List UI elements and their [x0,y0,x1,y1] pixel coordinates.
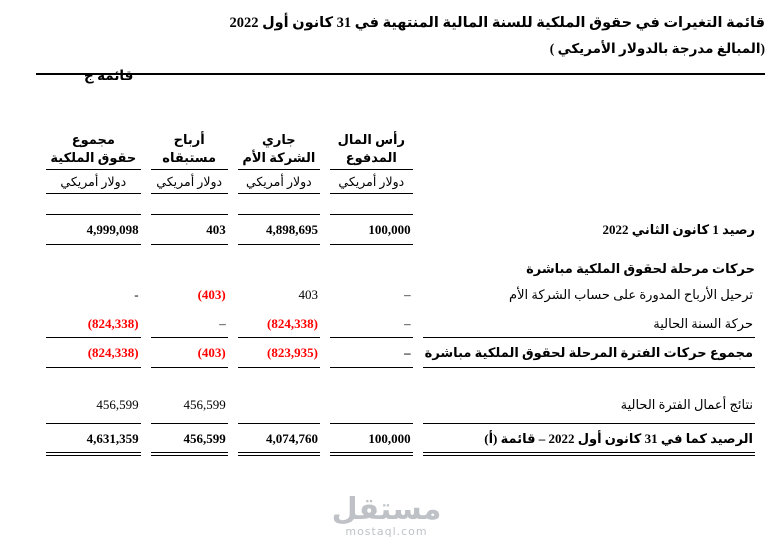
currency-label: دولار أمريكي [151,170,228,194]
value-text: 100,000 [368,431,411,447]
watermark-logo-text: مستقل [331,492,442,527]
row-label: حركة السنة الحالية [653,316,753,332]
value-text: 4,631,359 [86,431,139,447]
empty-header-cell [423,131,755,170]
cell-value [46,214,141,245]
value-text: – [219,316,226,332]
column-header-paid-capital [330,131,413,170]
column-header-retained-earnings [151,131,228,170]
value-text-negative: (824,338) [87,316,139,332]
column-title-line: مستبقاه [162,149,217,165]
cell-value [151,308,228,337]
column-header-parent-current [238,131,320,170]
column-title-line: حقوق الملكية [50,149,137,165]
row-label: ترحيل الأرباح المدورة على حساب الشركة الأم [509,287,753,303]
spacer-row [46,194,755,214]
cell-value [46,279,141,308]
cell-value [151,337,228,368]
spacer-row [46,368,755,392]
cell-value [238,279,320,308]
cell-value [238,257,320,279]
cell-value [151,279,228,308]
table-row-section-header [46,257,755,279]
cell-value [330,308,413,337]
column-header-total-equity [46,131,141,170]
equity-changes-table [36,131,765,456]
row-label: مجموع حركات الفترة المرحلة لحقوق الملكية مباشرة [423,337,755,368]
table-row-closing-balance [46,423,755,456]
value-text: – [404,287,411,303]
cell-value [330,423,413,456]
header-divider [36,73,765,75]
table-row-opening-balance [46,214,755,245]
cell-value [46,423,141,456]
value-text: 403 [206,222,226,238]
cell-value [238,337,320,368]
currency-label: دولار أمريكي [238,170,320,194]
column-title-line: الشركة الأم [242,149,316,165]
row-label: الرصيد كما في 31 كانون أول 2022 – قائمة (أ) [423,423,755,456]
column-headers-row [46,131,755,170]
value-text: 403 [298,287,318,303]
cell-value [46,257,141,279]
currency-label: دولار أمريكي [46,170,141,194]
currency-row [46,170,755,194]
column-title-line: رأس المال [337,132,405,148]
watermark-site-text: mostaql.com [345,525,428,538]
value-text-negative: (403) [197,287,226,303]
value-text: - [134,287,139,303]
table-row-period-results [46,392,755,418]
value-text: 4,074,760 [265,431,318,447]
row-label: نتائج أعمال الفترة الحالية [620,397,753,413]
cell-value [330,392,413,418]
column-title-line: مجموع [71,132,115,148]
value-text: – [404,316,411,332]
value-text-negative: (824,338) [87,345,139,361]
cell-value [330,279,413,308]
cell-value [330,337,413,368]
value-text: 456,599 [183,431,226,447]
value-text: 4,999,098 [86,222,139,238]
cell-value [151,423,228,456]
value-text-negative: (823,935) [267,345,318,361]
column-title-line: المدفوع [345,149,397,165]
cell-value [151,392,228,418]
table-row-retained-transfer [46,279,755,308]
table-row-current-year-movement [46,308,755,337]
cell-value [238,214,320,245]
cell-value [238,392,320,418]
row-label: رصيد 1 كانون الثاني 2022 [602,221,755,237]
document-header [36,10,765,59]
value-text: – [404,345,411,361]
value-text: 100,000 [368,222,411,238]
spacer-row [46,245,755,257]
mostaql-watermark [331,492,442,538]
cell-value [238,423,320,456]
statement-label: قائمة ج [84,68,134,83]
cell-value [46,308,141,337]
cell-value [46,337,141,368]
currency-label: دولار أمريكي [330,170,413,194]
cell-value [151,257,228,279]
cell-value [238,308,320,337]
value-text: 456,599 [96,397,139,413]
cell-value [330,214,413,245]
column-title-line: جاري [262,132,296,148]
document-subtitle: (المبالغ مدرجة بالدولار الأمريكي ) [549,40,765,56]
cell-value [151,214,228,245]
empty-header-cell [423,170,755,194]
document-title: قائمة التغيرات في حقوق الملكية للسنة المالية المنتهية في 31 كانون أول 2022 [229,15,765,31]
table-row-total-direct-movements [46,337,755,368]
value-text: 456,599 [183,397,226,413]
value-text-negative: (824,338) [267,316,318,332]
cell-value [330,257,413,279]
section-header-label: حركات مرحلة لحقوق الملكية مباشرة [526,261,755,277]
column-title-line: أرباح [173,132,205,148]
cell-value [46,392,141,418]
value-text-negative: (403) [197,345,226,361]
value-text: 4,898,695 [265,222,318,238]
